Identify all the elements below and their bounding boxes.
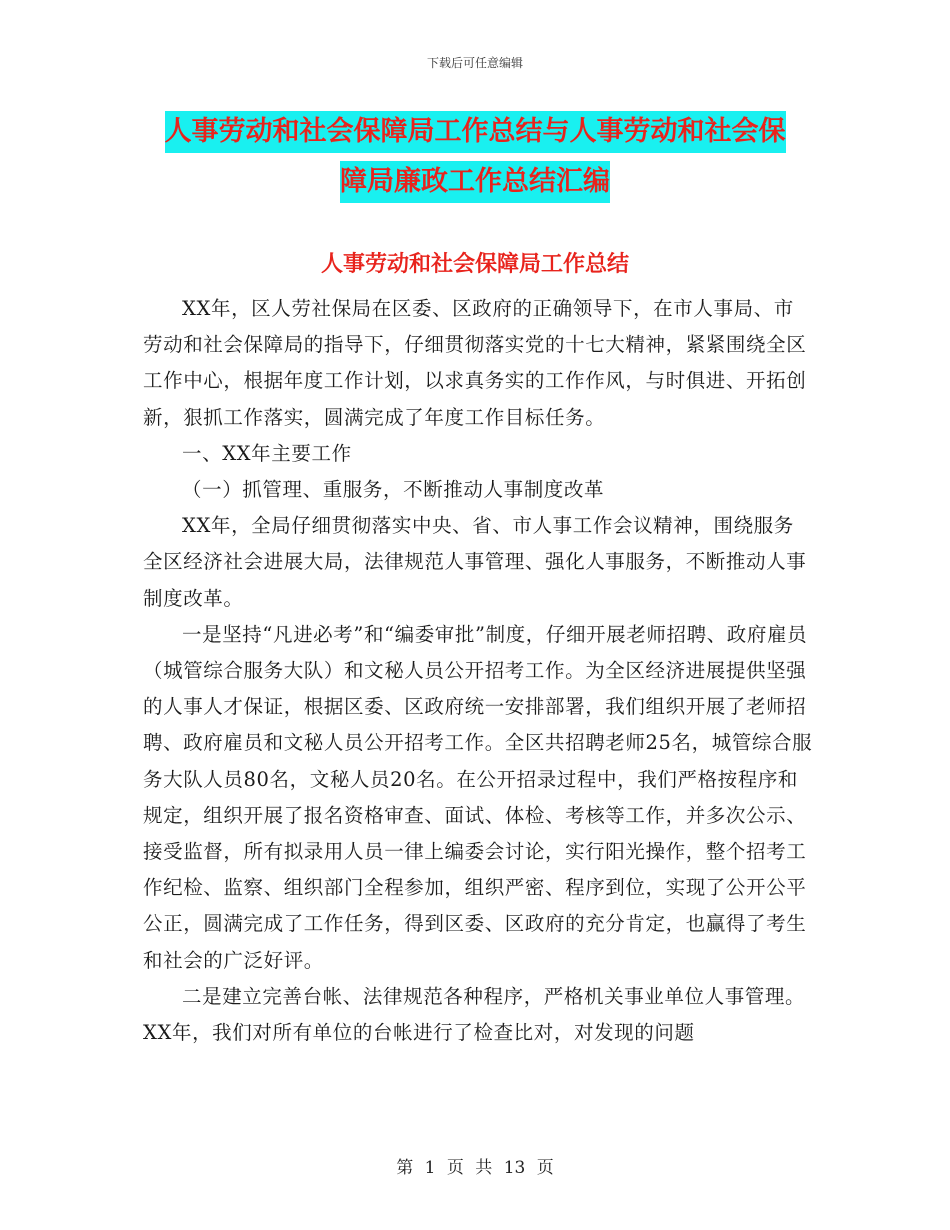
document-title xyxy=(0,110,950,204)
paragraph-ledger: 二是建立完善台帐、法律规范各种程序，严格机关事业单位人事管理。XX年，我们对所有单位的台帐进行了检查比对，对发现的问题 xyxy=(143,984,806,1045)
title-line-2: 障局廉政工作总结汇编 xyxy=(340,161,610,203)
title-line-1: 人事劳动和社会保障局工作总结与人事劳动和社会保 xyxy=(165,111,786,153)
header-note: 下载后可任意编辑 xyxy=(426,56,523,70)
subheading-personnel-reform: （一）抓管理、重服务，不断推动人事制度改革 xyxy=(182,478,605,502)
paragraph-intro: XX年，区人劳社保局在区委、区政府的正确领导下，在市人事局、市劳动和社会保障局的指导下，仔细贯彻落实党的十七大精神，紧紧围绕全区工作中心，根据年度工作计划，以求真务实的工作作风，与时俱进、开拓创新，狠抓工作落实，圆满完成了年度工作目标任务。 xyxy=(143,297,807,429)
paragraph-reform-summary: XX年，全局仔细贯彻落实中央、省、市人事工作会议精神，围绕服务全区经济社会进展大局，法律规范人事管理、强化人事服务，不断推动人事制度改革。 xyxy=(143,514,807,610)
section-title: 人事劳动和社会保障局工作总结 xyxy=(320,252,629,277)
heading-main-work: 一、XX年主要工作 xyxy=(182,441,352,465)
paragraph-recruitment: 一是坚持“凡进必考”和“编委审批”制度，仔细开展老师招聘、政府雇员（城管综合服务大队）和文秘人员公开招考工作。为全区经济进展提供坚强的人事人才保证，根据区委、区政府统一安排部署，我们组织开展了老师招聘、政府雇员和文秘人员公开招考工作。全区共招聘老师25名，城管综合服务大队人员80名，文秘人员20名。在公开招录过程中，我们严格按程序和规定，组织开展了报名资格审查、面试、体检、考核等工作，并多次公示、接受监督，所有拟录用人员一律上编委会讨论，实行阳光操作，整个招考工作纪检、监察、组织部门全程参加，组织严密、程序到位，实现了公开公平公正，圆满完成了工作任务，得到区委、区政府的充分肯定，也赢得了考生和社会的广泛好评。 xyxy=(143,622,813,972)
document-body xyxy=(143,291,813,1051)
page-footer: 第 1 页 共 13 页 xyxy=(396,1158,554,1178)
